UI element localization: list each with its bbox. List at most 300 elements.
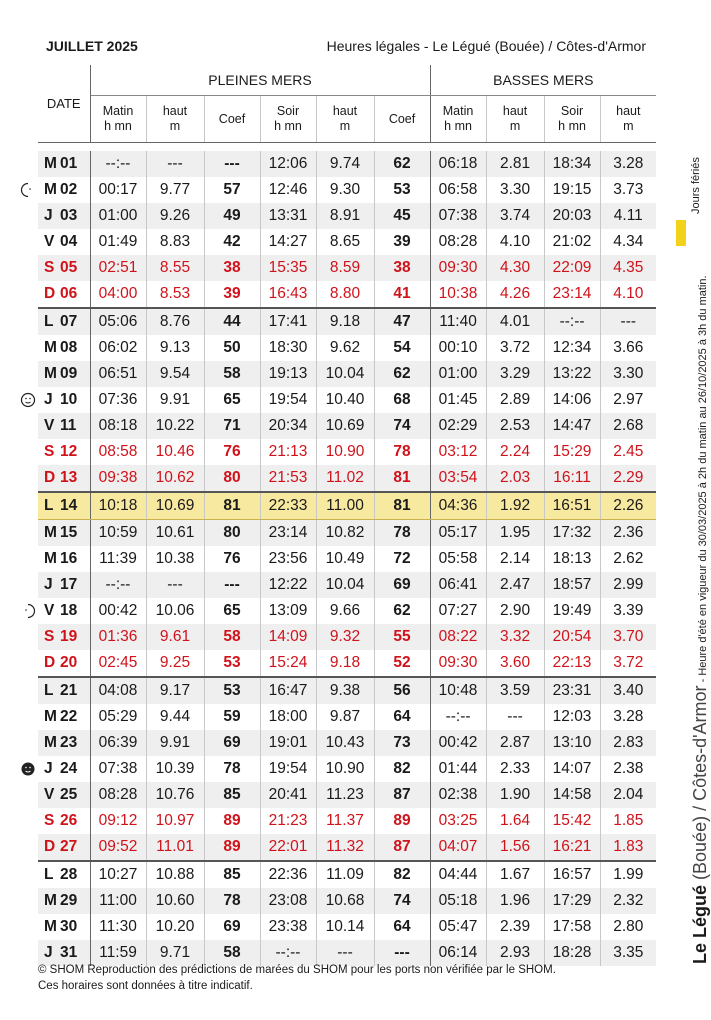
pm-soir-cell: 12:46 <box>260 177 316 203</box>
bm-haut2-cell: 3.72 <box>600 650 656 677</box>
bm-haut2-cell: 3.30 <box>600 361 656 387</box>
table-row <box>38 308 656 335</box>
footer <box>38 962 598 994</box>
bm-soir-cell: 19:49 <box>544 598 600 624</box>
pm-haut2-cell: 9.87 <box>316 704 374 730</box>
bm-haut2-cell: 3.28 <box>600 704 656 730</box>
day-number: 17 <box>60 576 78 593</box>
pm-haut2-cell: 9.62 <box>316 335 374 361</box>
pm-coef2-cell: 87 <box>374 782 430 808</box>
bm-matin-cell: 01:45 <box>430 387 486 413</box>
col-pm-matin: Matin h mn <box>90 96 146 143</box>
day-letter: M <box>44 524 57 541</box>
table-row <box>38 677 656 704</box>
day-letter: V <box>44 602 55 619</box>
pm-matin-cell: 11:59 <box>90 940 146 966</box>
date-cell <box>38 335 90 361</box>
pm-haut1-cell: 10.20 <box>146 914 204 940</box>
bm-haut1-cell: 4.10 <box>486 229 544 255</box>
bm-matin-cell: 07:27 <box>430 598 486 624</box>
pm-matin-cell: 05:06 <box>90 308 146 335</box>
pm-haut2-cell: 9.74 <box>316 151 374 177</box>
bm-haut2-cell: 2.32 <box>600 888 656 914</box>
bm-haut1-cell: 4.30 <box>486 255 544 281</box>
pm-coef2-cell: 64 <box>374 914 430 940</box>
pm-soir-cell: 19:13 <box>260 361 316 387</box>
pm-haut1-cell: 10.46 <box>146 439 204 465</box>
bm-matin-cell: 00:10 <box>430 335 486 361</box>
table-row <box>38 387 656 413</box>
bm-soir-cell: 18:13 <box>544 546 600 572</box>
pm-haut2-cell: 9.30 <box>316 177 374 203</box>
pm-haut1-cell: 10.97 <box>146 808 204 834</box>
pm-soir-cell: 22:01 <box>260 834 316 861</box>
day-number: 15 <box>60 524 78 541</box>
date-cell <box>38 413 90 439</box>
pm-haut2-cell: 8.65 <box>316 229 374 255</box>
table-row <box>38 572 656 598</box>
pm-haut2-cell: 10.49 <box>316 546 374 572</box>
pm-coef2-cell: 54 <box>374 335 430 361</box>
table-row <box>38 782 656 808</box>
pm-haut1-cell: 10.61 <box>146 520 204 547</box>
bm-haut2-cell: 2.26 <box>600 492 656 520</box>
bm-haut1-cell: 3.59 <box>486 677 544 704</box>
pm-soir-cell: 12:06 <box>260 151 316 177</box>
pm-coef1-cell: 58 <box>204 361 260 387</box>
bm-haut2-cell: 2.97 <box>600 387 656 413</box>
pm-haut2-cell: 9.18 <box>316 308 374 335</box>
bm-haut1-cell: 2.24 <box>486 439 544 465</box>
bm-matin-cell: 02:38 <box>430 782 486 808</box>
pm-haut1-cell: 8.76 <box>146 308 204 335</box>
bm-haut1-cell: 2.90 <box>486 598 544 624</box>
pm-coef1-cell: 53 <box>204 650 260 677</box>
pm-haut1-cell: 10.38 <box>146 546 204 572</box>
pm-matin-cell: 06:51 <box>90 361 146 387</box>
bm-soir-cell: 14:58 <box>544 782 600 808</box>
pm-haut1-cell: 8.55 <box>146 255 204 281</box>
bm-soir-cell: 14:47 <box>544 413 600 439</box>
bm-soir-cell: --:-- <box>544 308 600 335</box>
bm-matin-cell: 11:40 <box>430 308 486 335</box>
pm-soir-cell: 17:41 <box>260 308 316 335</box>
date-cell <box>38 177 90 203</box>
day-letter: L <box>44 682 54 699</box>
bm-haut1-cell: 1.96 <box>486 888 544 914</box>
pm-haut2-cell: 10.14 <box>316 914 374 940</box>
bm-haut1-cell: 1.56 <box>486 834 544 861</box>
day-number: 03 <box>60 207 78 224</box>
bm-matin-cell: 09:30 <box>430 650 486 677</box>
pm-haut1-cell: 10.88 <box>146 861 204 888</box>
pm-soir-cell: 23:56 <box>260 546 316 572</box>
col-bm-soir: Soir h mn <box>544 96 600 143</box>
bm-soir-cell: 23:31 <box>544 677 600 704</box>
location-title: Heures légales - Le Légué (Bouée) / Côtes-d'Armor <box>326 38 646 54</box>
pm-coef2-cell: 81 <box>374 465 430 492</box>
bm-matin-cell: 08:22 <box>430 624 486 650</box>
basses-mers-header: BASSES MERS <box>430 65 656 96</box>
pm-haut2-cell: 11.09 <box>316 861 374 888</box>
pm-soir-cell: 14:09 <box>260 624 316 650</box>
day-letter: M <box>44 892 57 909</box>
day-number: 10 <box>60 391 78 408</box>
pm-coef1-cell: 89 <box>204 834 260 861</box>
bm-haut2-cell: 2.38 <box>600 756 656 782</box>
bm-haut2-cell: 2.45 <box>600 439 656 465</box>
pm-coef2-cell: 72 <box>374 546 430 572</box>
pm-soir-cell: 12:22 <box>260 572 316 598</box>
pm-haut1-cell: 9.26 <box>146 203 204 229</box>
bm-matin-cell: 06:41 <box>430 572 486 598</box>
pleines-mers-header: PLEINES MERS <box>90 65 430 96</box>
pm-matin-cell: 11:00 <box>90 888 146 914</box>
date-cell <box>38 439 90 465</box>
bm-matin-cell: 10:38 <box>430 281 486 308</box>
bm-haut1-cell: 3.29 <box>486 361 544 387</box>
pm-coef1-cell: 78 <box>204 888 260 914</box>
pm-coef2-cell: 56 <box>374 677 430 704</box>
day-letter: M <box>44 339 57 356</box>
table-row <box>38 413 656 439</box>
col-pm-coef1: Coef <box>204 96 260 143</box>
pm-soir-cell: 14:27 <box>260 229 316 255</box>
pm-coef1-cell: 65 <box>204 387 260 413</box>
date-cell <box>38 756 90 782</box>
pm-haut2-cell: 9.18 <box>316 650 374 677</box>
pm-haut1-cell: --- <box>146 151 204 177</box>
day-letter: M <box>44 708 57 725</box>
pm-coef2-cell: 62 <box>374 598 430 624</box>
month-title: JUILLET 2025 <box>46 38 138 54</box>
new-moon-icon <box>20 761 36 777</box>
table-row <box>38 439 656 465</box>
pm-haut1-cell: 9.44 <box>146 704 204 730</box>
bm-haut1-cell: 1.95 <box>486 520 544 547</box>
bm-soir-cell: 16:57 <box>544 861 600 888</box>
bm-matin-cell: 07:38 <box>430 203 486 229</box>
bm-soir-cell: 12:34 <box>544 335 600 361</box>
pm-coef1-cell: 59 <box>204 704 260 730</box>
pm-soir-cell: 23:08 <box>260 888 316 914</box>
bm-haut2-cell: 3.70 <box>600 624 656 650</box>
pm-matin-cell: 00:17 <box>90 177 146 203</box>
day-number: 20 <box>60 654 78 671</box>
holiday-marker <box>676 220 686 246</box>
pm-coef2-cell: 55 <box>374 624 430 650</box>
day-letter: S <box>44 259 55 276</box>
date-cell <box>38 520 90 547</box>
pm-coef1-cell: 76 <box>204 439 260 465</box>
pm-coef1-cell: 39 <box>204 281 260 308</box>
pm-coef1-cell: 57 <box>204 177 260 203</box>
side-caption <box>690 275 711 964</box>
day-number: 28 <box>60 866 78 883</box>
day-number: 31 <box>60 944 78 961</box>
bm-matin-cell: 06:58 <box>430 177 486 203</box>
bm-matin-cell: 04:07 <box>430 834 486 861</box>
bm-haut1-cell: 2.47 <box>486 572 544 598</box>
pm-matin-cell: 00:42 <box>90 598 146 624</box>
pm-haut1-cell: 8.83 <box>146 229 204 255</box>
day-number: 01 <box>60 155 78 172</box>
bm-matin-cell: 02:29 <box>430 413 486 439</box>
pm-matin-cell: 11:39 <box>90 546 146 572</box>
col-pm-coef2: Coef <box>374 96 430 143</box>
date-cell <box>38 888 90 914</box>
day-number: 18 <box>60 602 78 619</box>
day-number: 29 <box>60 892 78 909</box>
pm-coef1-cell: 78 <box>204 756 260 782</box>
day-number: 22 <box>60 708 78 725</box>
table-row <box>38 151 656 177</box>
table-row <box>38 888 656 914</box>
date-cell <box>38 808 90 834</box>
bm-matin-cell: 04:36 <box>430 492 486 520</box>
bm-haut1-cell: 2.33 <box>486 756 544 782</box>
bm-haut1-cell: 2.53 <box>486 413 544 439</box>
bm-haut2-cell: 1.85 <box>600 808 656 834</box>
day-number: 05 <box>60 259 78 276</box>
pm-coef2-cell: 74 <box>374 413 430 439</box>
table-row <box>38 255 656 281</box>
bm-soir-cell: 16:51 <box>544 492 600 520</box>
pm-matin-cell: 05:29 <box>90 704 146 730</box>
day-letter: S <box>44 812 55 829</box>
pm-haut2-cell: 11.02 <box>316 465 374 492</box>
pm-matin-cell: 06:02 <box>90 335 146 361</box>
pm-soir-cell: 16:47 <box>260 677 316 704</box>
table-row <box>38 598 656 624</box>
pm-haut1-cell: 9.17 <box>146 677 204 704</box>
pm-coef1-cell: 42 <box>204 229 260 255</box>
bm-haut1-cell: 2.87 <box>486 730 544 756</box>
pm-coef2-cell: 89 <box>374 808 430 834</box>
bm-matin-cell: 03:54 <box>430 465 486 492</box>
pm-haut2-cell: 8.91 <box>316 203 374 229</box>
day-number: 07 <box>60 313 78 330</box>
pm-soir-cell: 22:36 <box>260 861 316 888</box>
bm-haut2-cell: 2.29 <box>600 465 656 492</box>
bm-soir-cell: 14:07 <box>544 756 600 782</box>
day-letter: V <box>44 786 55 803</box>
day-letter: J <box>44 391 53 408</box>
day-number: 30 <box>60 918 78 935</box>
bm-haut1-cell: 2.03 <box>486 465 544 492</box>
date-cell <box>38 229 90 255</box>
pm-soir-cell: 15:24 <box>260 650 316 677</box>
day-letter: M <box>44 550 57 567</box>
pm-soir-cell: 23:38 <box>260 914 316 940</box>
pm-matin-cell: 08:28 <box>90 782 146 808</box>
pm-soir-cell: --:-- <box>260 940 316 966</box>
pm-coef1-cell: 71 <box>204 413 260 439</box>
date-cell <box>38 281 90 308</box>
pm-matin-cell: 01:00 <box>90 203 146 229</box>
pm-coef1-cell: 38 <box>204 255 260 281</box>
pm-coef1-cell: 49 <box>204 203 260 229</box>
pm-coef2-cell: 78 <box>374 439 430 465</box>
pm-haut2-cell: 11.37 <box>316 808 374 834</box>
pm-coef2-cell: 47 <box>374 308 430 335</box>
footer-line-2: Ces horaires sont données à titre indicatif. <box>38 980 253 992</box>
bm-haut1-cell: 1.90 <box>486 782 544 808</box>
bm-haut2-cell: 2.36 <box>600 520 656 547</box>
bm-matin-cell: 09:30 <box>430 255 486 281</box>
pm-soir-cell: 21:53 <box>260 465 316 492</box>
bm-haut1-cell: 1.92 <box>486 492 544 520</box>
pm-haut2-cell: 11.00 <box>316 492 374 520</box>
pm-soir-cell: 21:13 <box>260 439 316 465</box>
day-number: 27 <box>60 838 78 855</box>
bm-haut2-cell: 3.40 <box>600 677 656 704</box>
col-pm-haut1: haut m <box>146 96 204 143</box>
day-number: 16 <box>60 550 78 567</box>
pm-coef1-cell: 44 <box>204 308 260 335</box>
day-letter: S <box>44 443 55 460</box>
bm-haut2-cell: 3.35 <box>600 940 656 966</box>
bm-matin-cell: 04:44 <box>430 861 486 888</box>
pm-haut1-cell: 9.91 <box>146 387 204 413</box>
pm-matin-cell: 11:30 <box>90 914 146 940</box>
pm-haut2-cell: 9.66 <box>316 598 374 624</box>
day-number: 23 <box>60 734 78 751</box>
bm-haut2-cell: 2.99 <box>600 572 656 598</box>
pm-haut2-cell: 9.38 <box>316 677 374 704</box>
bm-haut1-cell: 3.32 <box>486 624 544 650</box>
day-letter: M <box>44 734 57 751</box>
table-row <box>38 177 656 203</box>
day-letter: M <box>44 155 57 172</box>
day-letter: J <box>44 944 53 961</box>
pm-haut2-cell: 11.23 <box>316 782 374 808</box>
table-row <box>38 492 656 520</box>
table-row <box>38 281 656 308</box>
pm-coef2-cell: 74 <box>374 888 430 914</box>
bm-haut1-cell: 2.14 <box>486 546 544 572</box>
bm-soir-cell: 22:13 <box>544 650 600 677</box>
day-number: 13 <box>60 469 78 486</box>
bm-matin-cell: 10:48 <box>430 677 486 704</box>
pm-coef2-cell: 52 <box>374 650 430 677</box>
bm-soir-cell: 20:03 <box>544 203 600 229</box>
pm-matin-cell: 10:59 <box>90 520 146 547</box>
pm-soir-cell: 13:09 <box>260 598 316 624</box>
bm-haut1-cell: 2.39 <box>486 914 544 940</box>
pm-soir-cell: 19:01 <box>260 730 316 756</box>
table-row <box>38 465 656 492</box>
table-row <box>38 650 656 677</box>
col-bm-matin: Matin h mn <box>430 96 486 143</box>
pm-haut2-cell: 10.90 <box>316 756 374 782</box>
pm-coef2-cell: 62 <box>374 361 430 387</box>
bm-matin-cell: 06:18 <box>430 151 486 177</box>
pm-matin-cell: 08:18 <box>90 413 146 439</box>
table-row <box>38 361 656 387</box>
side-note: - Heure d'été en vigueur du 30/03/2025 à 2h du matin au 26/10/2025 à 3h du matin. <box>697 275 709 686</box>
pm-haut2-cell: 10.04 <box>316 572 374 598</box>
bm-haut2-cell: 3.39 <box>600 598 656 624</box>
holiday-label: Jours fériés <box>690 157 702 214</box>
day-letter: J <box>44 760 53 777</box>
date-cell <box>38 572 90 598</box>
pm-haut1-cell: 9.61 <box>146 624 204 650</box>
bm-haut2-cell: --- <box>600 308 656 335</box>
table-row <box>38 704 656 730</box>
pm-coef2-cell: 39 <box>374 229 430 255</box>
pm-soir-cell: 23:14 <box>260 520 316 547</box>
pm-haut2-cell: 8.59 <box>316 255 374 281</box>
col-pm-soir: Soir h mn <box>260 96 316 143</box>
pm-coef2-cell: 53 <box>374 177 430 203</box>
date-cell <box>38 914 90 940</box>
pm-matin-cell: 09:52 <box>90 834 146 861</box>
bm-soir-cell: 16:21 <box>544 834 600 861</box>
pm-coef2-cell: 82 <box>374 861 430 888</box>
bm-soir-cell: 17:29 <box>544 888 600 914</box>
pm-haut1-cell: 9.54 <box>146 361 204 387</box>
date-cell <box>38 492 90 520</box>
table-row <box>38 808 656 834</box>
pm-coef2-cell: --- <box>374 940 430 966</box>
pm-haut2-cell: 11.32 <box>316 834 374 861</box>
date-cell <box>38 624 90 650</box>
pm-coef1-cell: 80 <box>204 520 260 547</box>
pm-matin-cell: 01:36 <box>90 624 146 650</box>
bm-matin-cell: 00:42 <box>430 730 486 756</box>
day-letter: M <box>44 365 57 382</box>
table-row <box>38 546 656 572</box>
pm-coef1-cell: 80 <box>204 465 260 492</box>
pm-coef1-cell: 85 <box>204 861 260 888</box>
day-number: 09 <box>60 365 78 382</box>
bm-haut1-cell: 3.60 <box>486 650 544 677</box>
pm-haut1-cell: 9.91 <box>146 730 204 756</box>
bm-matin-cell: 03:25 <box>430 808 486 834</box>
bm-haut1-cell: 1.64 <box>486 808 544 834</box>
side-region: / Côtes-d'Armor <box>690 685 710 816</box>
day-number: 21 <box>60 682 78 699</box>
pm-soir-cell: 13:31 <box>260 203 316 229</box>
day-number: 12 <box>60 443 78 460</box>
pm-haut1-cell: 10.22 <box>146 413 204 439</box>
pm-haut1-cell: 11.01 <box>146 834 204 861</box>
col-pm-haut2: haut m <box>316 96 374 143</box>
pm-haut2-cell: 10.68 <box>316 888 374 914</box>
table-row <box>38 730 656 756</box>
bm-soir-cell: 21:02 <box>544 229 600 255</box>
bm-haut2-cell: 2.83 <box>600 730 656 756</box>
table-row <box>38 203 656 229</box>
bm-soir-cell: 17:32 <box>544 520 600 547</box>
date-header: DATE <box>38 65 90 143</box>
date-cell <box>38 598 90 624</box>
bm-haut2-cell: 2.62 <box>600 546 656 572</box>
date-cell <box>38 834 90 861</box>
bm-haut1-cell: 1.67 <box>486 861 544 888</box>
bm-soir-cell: 22:09 <box>544 255 600 281</box>
pm-soir-cell: 19:54 <box>260 387 316 413</box>
pm-haut1-cell: 10.62 <box>146 465 204 492</box>
pm-haut1-cell: 10.06 <box>146 598 204 624</box>
bm-matin-cell: 01:00 <box>430 361 486 387</box>
date-cell <box>38 650 90 677</box>
bm-soir-cell: 19:15 <box>544 177 600 203</box>
pm-coef2-cell: 68 <box>374 387 430 413</box>
pm-coef1-cell: 69 <box>204 914 260 940</box>
pm-matin-cell: 07:36 <box>90 387 146 413</box>
